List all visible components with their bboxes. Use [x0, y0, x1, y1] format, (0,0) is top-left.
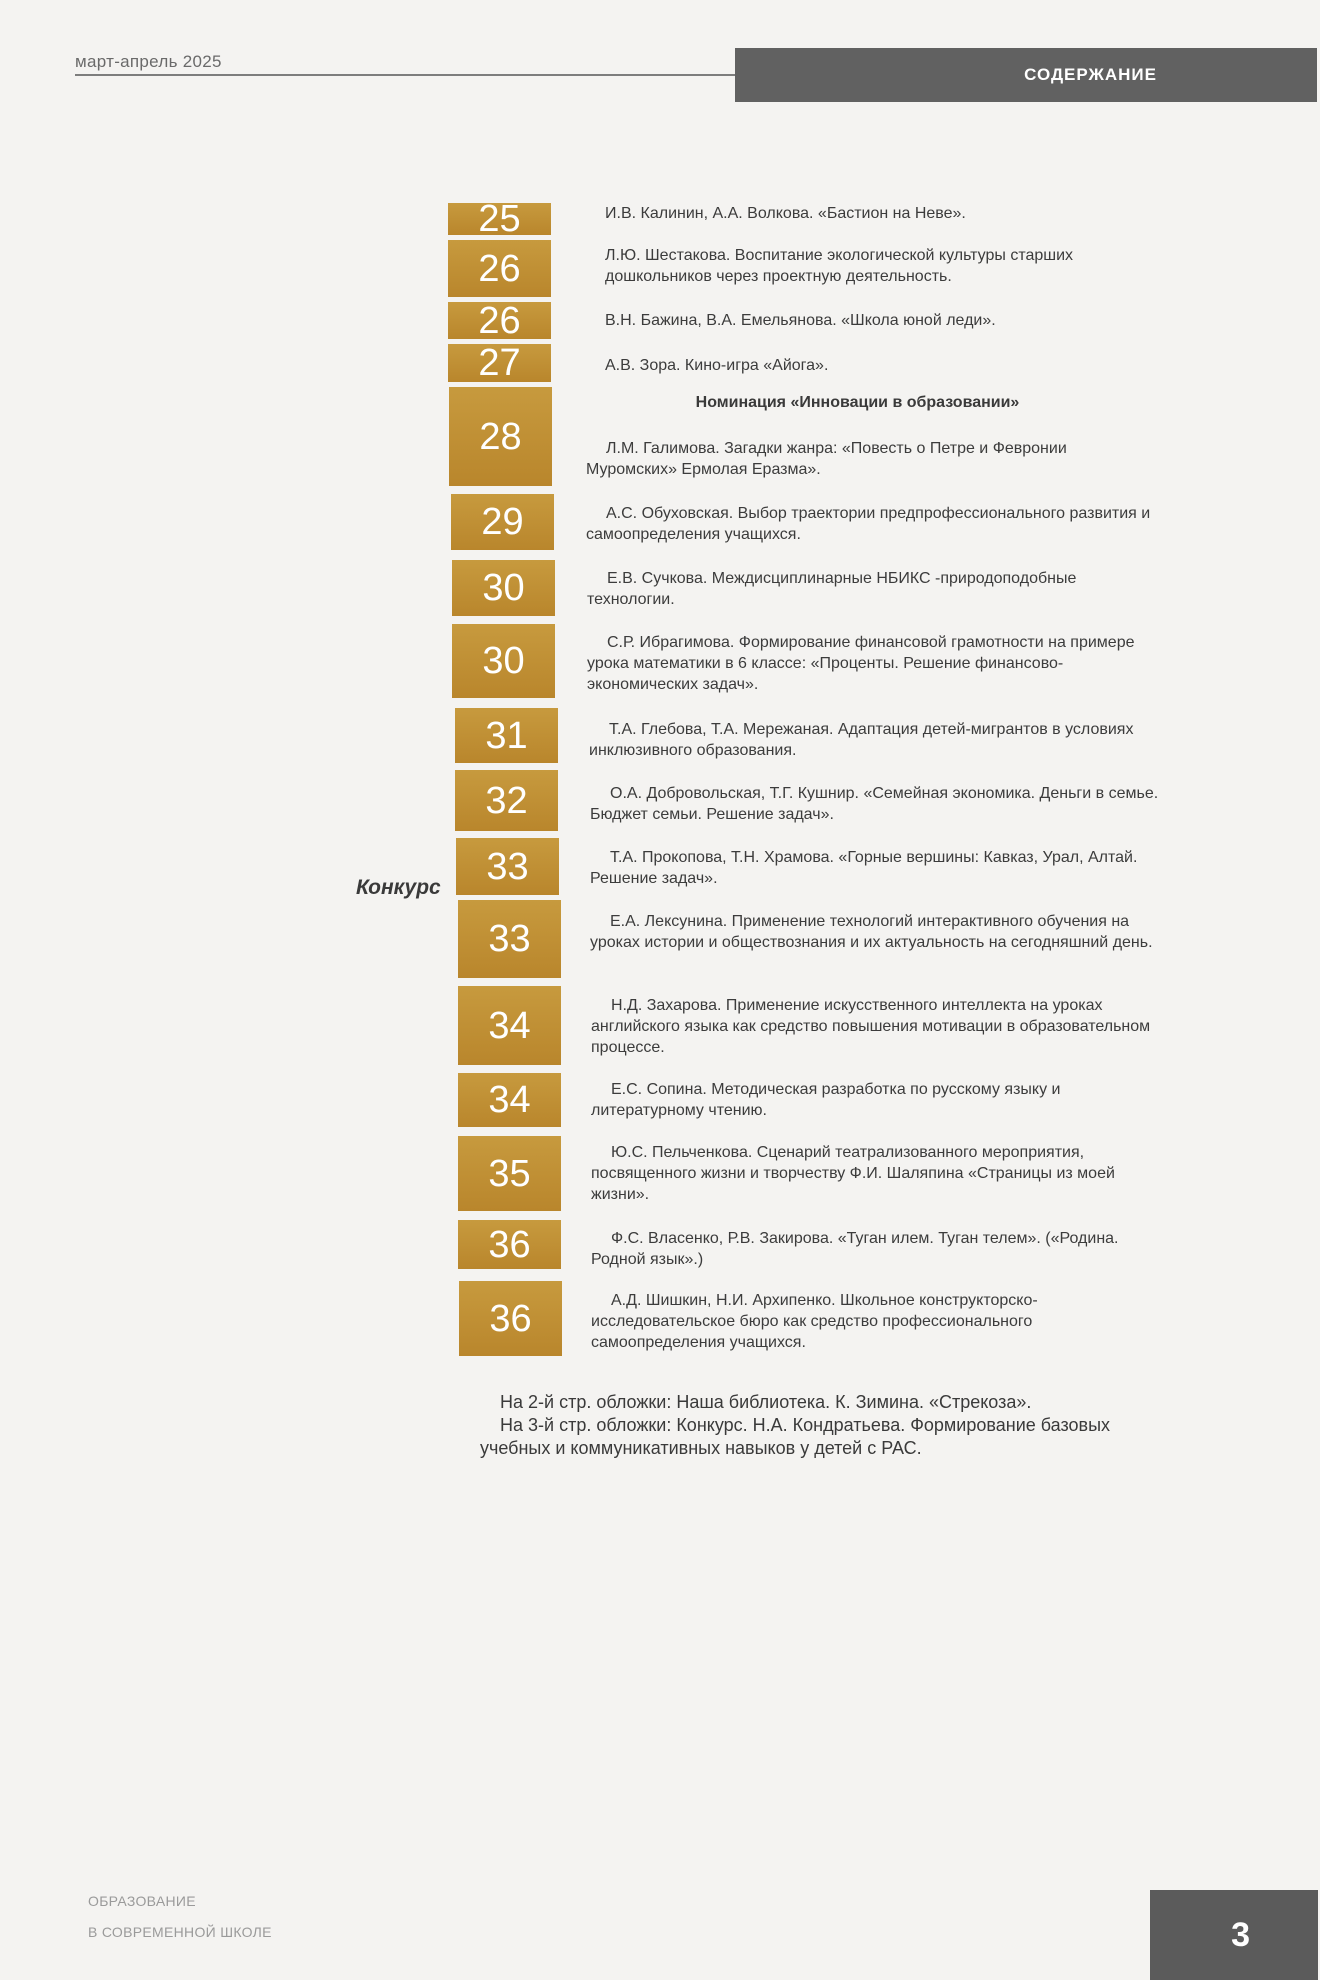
toc-page-number: 33 — [458, 900, 561, 978]
cover-note: На 3-й стр. обложки: Конкурс. Н.А. Кондратьева. Формирование базовых учебных и коммуникативных навыков у детей с РАС. — [480, 1415, 1111, 1458]
toc-page-number: 29 — [451, 494, 554, 550]
toc-entry-text: Л.Ю. Шестакова. Воспитание экологической культуры старших дошкольников через проектную деятельность. — [605, 247, 1074, 285]
toc-page-number: 28 — [449, 387, 552, 486]
toc-page-number: 33 — [456, 838, 559, 895]
toc-entry-text: А.Д. Шишкин, Н.И. Архипенко. Школьное конструкторско-исследовательское бюро как средство профессионального самоопределения учащихся. — [591, 1292, 1038, 1351]
toc-page-number: 27 — [448, 344, 551, 382]
nomination-heading: Номинация «Инновации в образовании» — [695, 394, 1020, 411]
toc-entry-text: Ю.С. Пельченкова. Сценарий театрализованного мероприятия, посвященного жизни и творчеству Ф.И. Шаляпина «Страницы из моей жизни». — [591, 1144, 1115, 1203]
journal-name — [88, 1886, 272, 1948]
toc-page-number: 36 — [459, 1281, 562, 1356]
cover-note: На 2-й стр. обложки: Наша библиотека. К. Зимина. «Стрекоза». — [500, 1392, 1032, 1412]
toc-entry-text: С.Р. Ибрагимова. Формирование финансовой грамотности на примере урока математики в 6 классе: «Проценты. Решение финансово-экономических задач». — [587, 634, 1135, 693]
journal-name-line: ОБРАЗОВАНИЕ — [88, 1893, 196, 1909]
toc-entry-text: О.А. Добровольская, Т.Г. Кушнир. «Семейная экономика. Деньги в семье. Бюджет семьи. Решение задач». — [590, 785, 1159, 823]
toc-page-number: 35 — [458, 1136, 561, 1211]
toc-page-number: 34 — [458, 986, 561, 1065]
page-number: 3 — [1150, 1890, 1318, 1980]
toc-page-number: 26 — [448, 240, 551, 297]
toc-entry-text: Т.А. Прокопова, Т.Н. Храмова. «Горные вершины: Кавказ, Урал, Алтай. Решение задач». — [590, 849, 1138, 887]
toc-entry-text: Е.В. Сучкова. Междисциплинарные НБИКС -природоподобные технологии. — [587, 570, 1077, 608]
toc-entry-text: Н.Д. Захарова. Применение искусственного интеллекта на уроках английского языка как средство повышения мотивации в образовательном процессе. — [591, 997, 1151, 1056]
toc-page-number: 26 — [448, 302, 551, 339]
header-date: март-апрель 2025 — [75, 52, 222, 71]
toc-entry-text: А.С. Обуховская. Выбор траектории предпрофессионального развития и самоопределения учащихся. — [586, 505, 1151, 543]
toc-entry-text: Е.С. Сопина. Методическая разработка по русскому языку и литературному чтению. — [591, 1081, 1061, 1119]
toc-page-number: 31 — [455, 708, 558, 763]
toc-page-number: 30 — [452, 624, 555, 698]
toc-entry-text: И.В. Калинин, А.А. Волкова. «Бастион на Неве». — [605, 205, 966, 222]
toc-entry-text: А.В. Зора. Кино-игра «Айога». — [605, 357, 829, 374]
toc-page-number: 34 — [458, 1073, 561, 1127]
section-tab: СОДЕРЖАНИЕ — [735, 48, 1317, 102]
toc-entry-text: Т.А. Глебова, Т.А. Мережаная. Адаптация детей-мигрантов в условиях инклюзивного образования. — [589, 721, 1134, 759]
header-rule — [75, 74, 735, 76]
toc-page-number: 25 — [448, 203, 551, 235]
toc-entry-text: В.Н. Бажина, В.А. Емельянова. «Школа юной леди». — [605, 312, 996, 329]
toc-page-number: 36 — [458, 1220, 561, 1269]
toc-page-number: 32 — [455, 770, 558, 831]
contest-label: Конкурс — [356, 876, 441, 899]
toc-entry-text: Ф.С. Власенко, Р.В. Закирова. «Туган илем. Туган телем». («Родина. Родной язык».) — [591, 1230, 1119, 1268]
toc-entry-text: Е.А. Лексунина. Применение технологий интерактивного обучения на уроках истории и обществознания и их актуальность на сегодняшний день. — [590, 913, 1153, 951]
cover-notes — [480, 1391, 1180, 1460]
journal-name-line: В СОВРЕМЕННОЙ ШКОЛЕ — [88, 1924, 272, 1940]
toc-page-number: 30 — [452, 560, 555, 616]
toc-entry-text: Л.М. Галимова. Загадки жанра: «Повесть о Петре и Февронии Муромских» Ермолая Еразма». — [586, 440, 1067, 478]
